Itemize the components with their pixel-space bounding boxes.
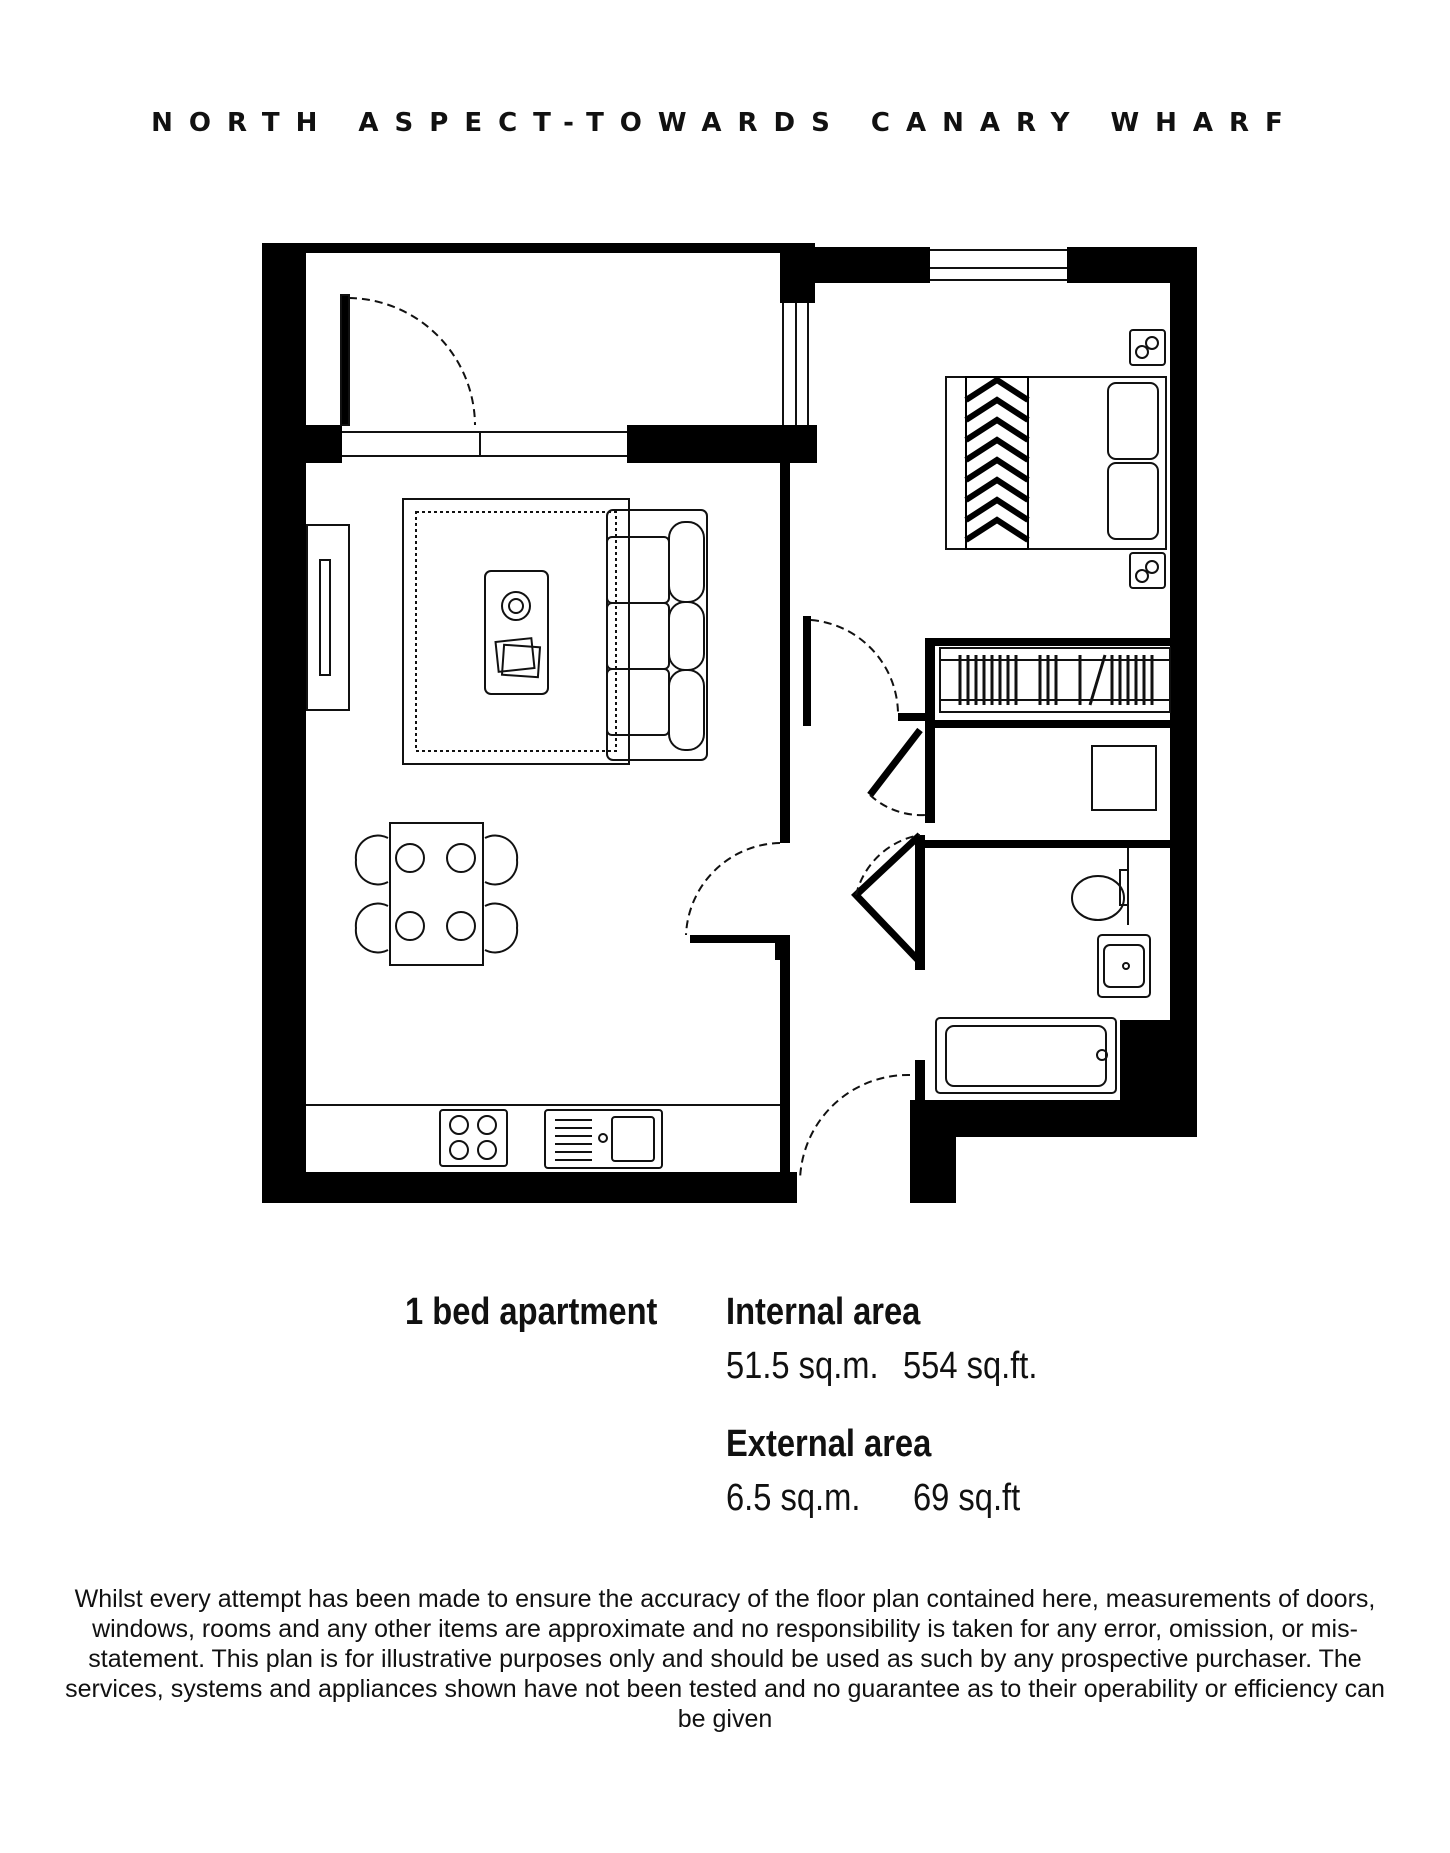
external-area-sqft: 69 sq.ft	[913, 1477, 1021, 1519]
rug	[403, 499, 629, 764]
sofa	[607, 510, 707, 760]
internal-area-sqm: 51.5 sq.m.	[726, 1345, 879, 1387]
bed-throw	[966, 377, 1028, 549]
wardrobe	[940, 648, 1170, 712]
apartment-type: 1 bed apartment	[405, 1291, 658, 1333]
dining-table	[356, 823, 517, 965]
external-area-sqm: 6.5 sq.m.	[726, 1477, 861, 1519]
internal-area-label: Internal area	[726, 1291, 921, 1333]
external-area-label: External area	[726, 1423, 932, 1465]
kitchen-counter	[306, 1105, 780, 1168]
utility-cupboard	[1092, 746, 1156, 810]
tv-unit	[307, 525, 349, 710]
bedroom-window	[930, 250, 1067, 280]
disclaimer-text: Whilst every attempt has been made to ensure the accuracy of the floor plan contained here, measurements of doors, windows, rooms and any other items are approximate and no responsibility is taken for any error, omission, or mis-statement. This plan is for illustrative purposes only and should be used as such by any prospective purchaser. The services, systems and appliances shown have not been tested and no guarantee as to their operability or efficiency can be given	[65, 1585, 1385, 1733]
balcony-side-window	[783, 303, 808, 425]
bathroom-fittings	[936, 848, 1150, 1093]
internal-area-sqft: 554 sq.ft.	[903, 1345, 1038, 1387]
coffee-table	[485, 571, 548, 694]
balcony-door	[341, 295, 627, 456]
page-heading: NORTH ASPECT-TOWARDS CANARY WHARF	[151, 108, 1299, 138]
